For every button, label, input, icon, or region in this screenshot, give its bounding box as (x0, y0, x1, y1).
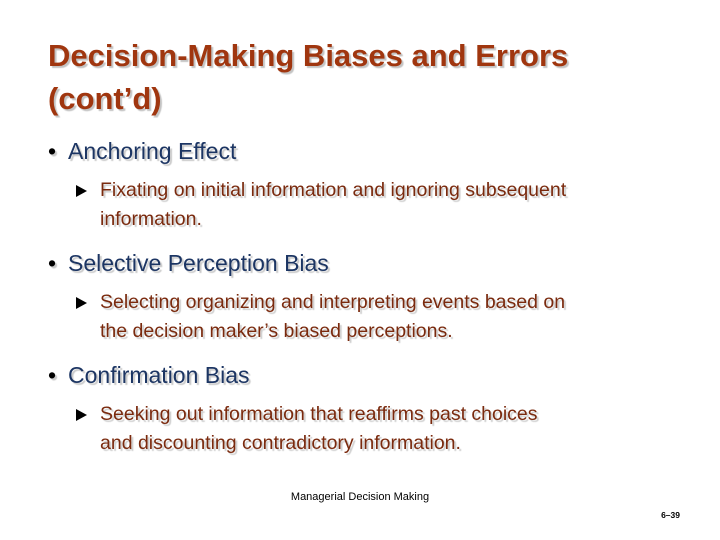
bullet-heading (48, 360, 688, 390)
bullet-heading (48, 136, 688, 166)
slide-title (48, 34, 688, 120)
slide-title-line-2: (cont’d) (48, 81, 162, 116)
sub-bullet-line-2: the decision maker’s biased perceptions. (100, 320, 453, 342)
sub-bullet (48, 288, 688, 346)
sub-bullet-line-2: and discounting contradictory information. (100, 432, 461, 454)
sub-bullet-line-1: Seeking out information that reaffirms past choices (100, 403, 538, 425)
bullet-heading (48, 248, 688, 278)
bullet-dot-icon: • (48, 138, 57, 164)
sub-bullet-line-1: Selecting organizing and interpreting events based on (100, 291, 566, 313)
sub-bullet (48, 176, 688, 234)
bullet-list (48, 136, 688, 458)
bullet-heading-text: Anchoring Effect (68, 138, 237, 164)
arrow-bullet-icon (76, 185, 87, 197)
sub-bullet-line-2: information. (100, 208, 202, 230)
sub-bullet (48, 400, 688, 458)
bullet-item-confirmation-bias (48, 360, 688, 458)
bullet-item-selective-perception-bias (48, 248, 688, 346)
bullet-dot-icon: • (48, 362, 57, 388)
arrow-bullet-icon (76, 409, 87, 421)
bullet-heading-text: Confirmation Bias (68, 362, 250, 388)
sub-bullet-line-1: Fixating on initial information and ignoring subsequent (100, 179, 567, 201)
arrow-bullet-icon (76, 297, 87, 309)
bullet-dot-icon: • (48, 250, 57, 276)
bullet-heading-text: Selective Perception Bias (68, 250, 329, 276)
slide-footer: Managerial Decision Making (290, 491, 430, 503)
bullet-item-anchoring-effect (48, 136, 688, 234)
slide-title-line-1: Decision-Making Biases and Errors (48, 38, 569, 73)
page-number: 6–39 (661, 510, 680, 520)
